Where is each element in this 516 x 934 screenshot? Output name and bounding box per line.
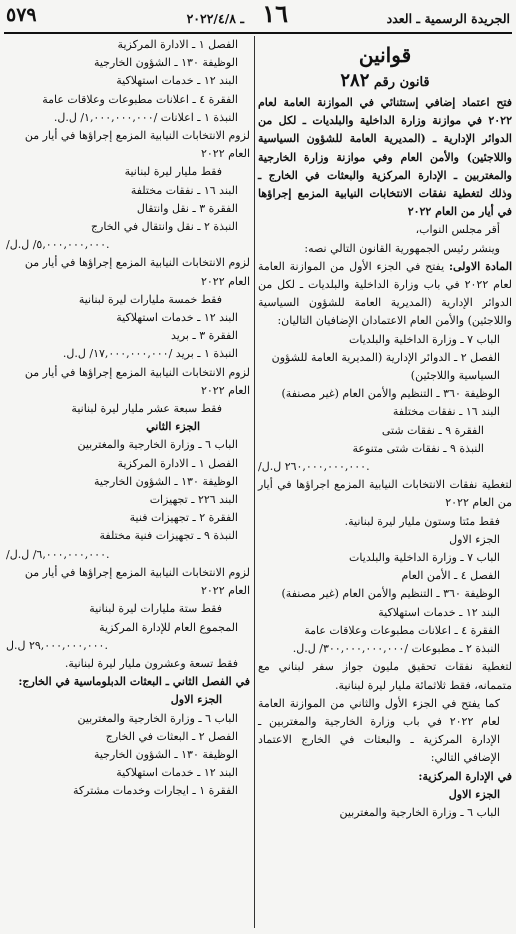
budget-line: البند ١٢ ـ خدمات استهلاكية <box>116 766 238 780</box>
total-words-line: فقط خمسة مليارات ليرة لبنانية <box>78 292 222 306</box>
budget-line: الوظيفة ٣٦٠ ـ التنظيم والأمن العام (غير مصنفة) <box>281 387 500 401</box>
law-number-label: قانون رقم <box>373 75 430 90</box>
part-label: الجزء الاول <box>170 693 222 707</box>
law-number-line <box>258 70 512 94</box>
budget-line: الباب ٦ ـ وزارة الخارجية والمغتربين <box>339 805 500 819</box>
budget-line: الفقرة ٢ ـ تجهيزات فنية <box>129 511 238 525</box>
budget-line: البند ١٢ ـ خدمات استهلاكية <box>116 311 238 325</box>
subsection-label: في الفصل الثاني ـ البعثات الدبلوماسية في الخارج: <box>18 675 250 689</box>
page-number: ٥٧٩ <box>6 4 37 26</box>
purpose-line: لزوم الانتخابات النيابية المزمع إجراؤها في أيار من العام ٢٠٢٢ <box>24 565 250 598</box>
article-one <box>258 258 512 331</box>
amount-line: /٥,٠٠٠,٠٠٠,٠٠٠/ ل.ل. <box>6 238 110 252</box>
purpose-line: لزوم الانتخابات النيابية المزمع إجراؤها في أيار من العام ٢٠٢٢ <box>24 256 250 288</box>
budget-line: الوظيفة ١٣٠ ـ الشؤون الخارجية <box>93 474 238 488</box>
budget-line: البند ١٢ ـ خدمات استهلاكية <box>116 74 238 88</box>
law-heading: فتح اعتماد إضافي إستثنائي في الموازنة العامة لعام ٢٠٢٢ في موازنة وزارة الداخلية والبلديات ـ لكل من الدوائر الإدارية ـ (المديرية العامة للشؤون السياسية واللاجئين) والأمن العام وفي موازنة وزارة الخارجية والمغتربين ـ الإدارة المركزية والبعثات في الخارج ـ وذلك لتغطية نفقات الانتخابات النيابية المزمع إجراؤها في أيار من العام ٢٠٢٢ <box>258 96 512 219</box>
part-label: الجزء الاول <box>448 787 500 801</box>
budget-line: الفقرة ٤ ـ اعلانات مطبوعات وعلاقات عامة <box>304 623 500 637</box>
budget-line: النبذة ١ ـ اعلانات /١,٠٠٠,٠٠٠,٠٠٠/ ل.ل. <box>53 110 238 124</box>
total-words-line: فقط تسعة وعشرون مليار ليرة لبنانية. <box>64 656 238 670</box>
budget-line: الفقرة ٩ ـ نفقات شتى <box>381 423 484 437</box>
budget-line: الوظيفة ١٣٠ ـ الشؤون الخارجية <box>93 747 238 761</box>
budget-line: الوظيفة ١٣٠ ـ الشؤون الخارجية <box>93 56 238 70</box>
budget-line: الفصل ١ ـ الادارة المركزية <box>117 38 238 51</box>
budget-line: الفصل ٢ ـ البعثات في الخارج <box>105 729 238 743</box>
amount-line: /٦,٠٠٠,٠٠٠,٠٠٠/ ل.ل. <box>6 547 110 561</box>
budget-line: النبذة ٢ ـ مطبوعات /٣٠٠,٠٠٠,٠٠٠,٠٠٠/ ل.ل. <box>292 642 500 656</box>
budget-line: الوظيفة ٣٦٠ ـ التنظيم والأمن العام (غير مصنفة) <box>281 587 500 601</box>
right-column <box>258 36 512 822</box>
page-header <box>4 2 512 34</box>
purpose-line: لزوم الانتخابات النيابية المزمع إجراؤها في أيار من العام ٢٠٢٢ <box>24 365 250 397</box>
budget-line: الفقرة ٣ ـ نقل وانتقال <box>136 201 238 215</box>
section-title: قوانين <box>358 43 412 67</box>
purpose-line: لتغطية نفقات الانتخابات النيابية المزمع اجراؤها في أيار من العام ٢٠٢٢ <box>258 478 512 510</box>
total-label: المجموع العام للإدارة المركزية <box>99 620 238 634</box>
total-words-line: فقط مئتا وستون مليار ليرة لبنانية. <box>344 514 500 528</box>
budget-line: النبذة ١ ـ بريد /١٧,٠٠٠,٠٠٠,٠٠٠/ ل.ل. <box>62 347 238 361</box>
budget-line: البند ١٢ ـ خدمات استهلاكية <box>378 605 500 619</box>
article-text: يفتح في الجزء الأول من الموازنة العامة لعام ٢٠٢٢ في باب وزارة الداخلية والبلديات ـ لكل من الدوائر الإدارية (المديرية العامة للشؤون السياسية واللاجئين) والأمن العام الاعتمادان الإضافيان التاليان: <box>258 259 512 328</box>
article-label: المادة الاولى: <box>448 259 513 273</box>
paragraph: كما يفتح في الجزء الأول والثاني من الموازنة العامة لعام ٢٠٢٢ في باب وزارة الخارجية والمغتربين ـ الإدارة المركزية ـ والبعثات في الخارج الاعتماد الإضافي التالي: <box>258 696 500 765</box>
budget-line: الفصل ٢ ـ الدوائر الإدارية (المديرية العامة للشؤون السياسية واللاجئين) <box>271 350 500 383</box>
amount-line: /٢٦٠,٠٠٠,٠٠٠,٠٠٠ ل.ل. <box>258 460 370 474</box>
budget-line: البند ١٦ ـ نفقات مختلفة <box>130 183 238 197</box>
budget-line: النبذة ٩ ـ تجهيزات فنية مختلفة <box>99 529 238 543</box>
budget-line: الباب ٦ ـ وزارة الخارجية والمغتربين <box>77 438 238 452</box>
intro-line: أقر مجلس النواب، <box>415 223 500 237</box>
amount-line: ٢٩,٠٠٠,٠٠٠,٠٠٠ ل.ل. <box>6 638 108 652</box>
budget-line: الفقرة ١ ـ ايجارات وخدمات مشتركة <box>72 784 238 798</box>
budget-line: البند ٢٢٦ ـ تجهيزات <box>149 493 238 507</box>
budget-line: الفقرة ٤ ـ اعلانات مطبوعات وعلاقات عامة <box>42 92 238 106</box>
budget-line: الباب ٦ ـ وزارة الخارجية والمغتربين <box>77 711 238 725</box>
issue-number: ١٦ <box>262 0 288 28</box>
gazette-title: الجريدة الرسمية ـ العدد <box>386 11 510 26</box>
law-number: ٢٨٢ <box>340 70 370 91</box>
part-label: الجزء الثاني <box>146 420 200 434</box>
part-label: الجزء الاول <box>449 532 500 546</box>
total-words-line: فقط ستة مليارات ليرة لبنانية <box>89 602 222 616</box>
subsection-label: في الإدارة المركزية: <box>418 769 512 783</box>
column-divider <box>254 36 255 928</box>
budget-line: الفصل ٤ ـ الأمن العام <box>401 569 500 583</box>
intro-line: وينشر رئيس الجمهورية القانون التالي نصه: <box>304 241 500 255</box>
budget-line: الباب ٧ ـ وزارة الداخلية والبلديات <box>349 551 500 565</box>
purpose-line: لزوم الانتخابات النيابية المزمع إجراؤها في أيار من العام ٢٠٢٢ <box>24 129 250 161</box>
budget-line: النبذة ٢ ـ نقل وانتقال في الخارج <box>90 220 238 234</box>
budget-line: البند ١٦ ـ نفقات مختلفة <box>392 405 500 419</box>
budget-line: الباب ٧ ـ وزارة الداخلية والبلديات <box>349 332 500 346</box>
budget-line: الفقرة ٣ ـ بريد <box>171 329 238 343</box>
left-column <box>6 36 250 801</box>
total-words-line: فقط سبعة عشر مليار ليرة لبنانية <box>71 402 222 416</box>
budget-line: الفصل ١ ـ الادارة المركزية <box>117 456 238 470</box>
purpose-line: لتغطية نفقات تحقيق مليون جواز سفر لبناني مع متممانه، فقط ثلاثمائة مليار ليرة لبنانية. <box>258 660 512 692</box>
total-words-line: فقط مليار ليرة لبنانية <box>124 165 222 179</box>
budget-line: النبذة ٩ ـ نفقات شتى متنوعة <box>352 441 484 455</box>
issue-date: ـ ٢٠٢٢/٤/٨ <box>186 11 244 26</box>
